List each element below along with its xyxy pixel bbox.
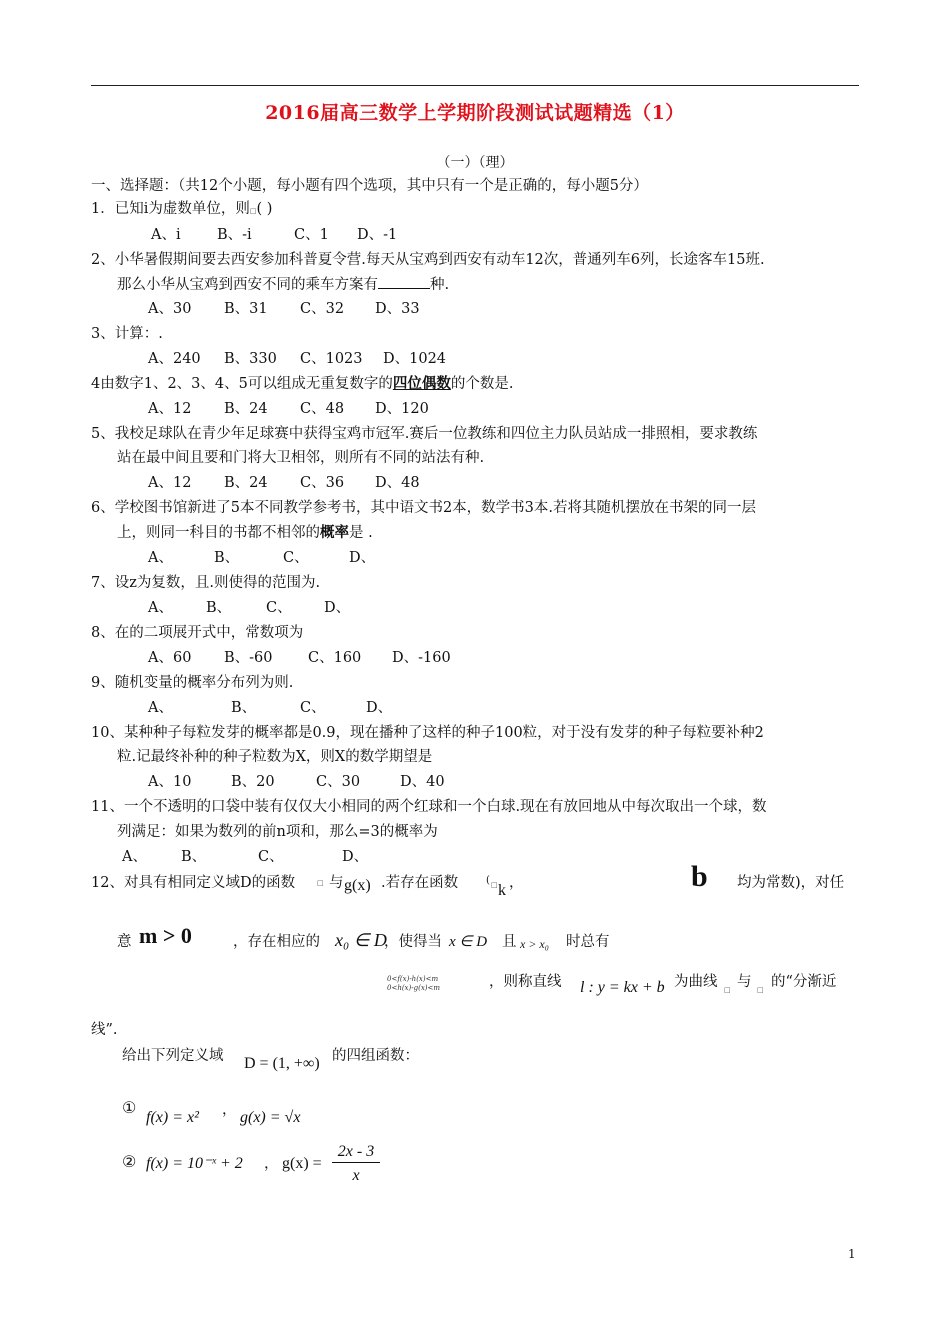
item2-g-left: g(x) = [282,1155,322,1172]
q1-option-a: A、i [151,227,181,243]
q8-option-a: A、60 [148,650,192,666]
q2-line2a: 那么小华从宝鸡到西安不同的乘车方案有 [117,277,378,293]
q12-text-p: 的四组函数： [332,1048,419,1064]
question-1: 1．已知i为虚数单位，则□( ) [91,201,273,217]
q12-text-o: 给出下列定义域 [122,1048,224,1064]
q12-ineq2: 0<h(x)-g(x)<m [387,984,440,992]
q12-text-c: .若存在函数 [381,875,459,891]
question-4 [91,374,860,394]
q6-option-b: B、 [214,550,240,566]
q4-option-a: A、12 [148,401,192,417]
q10-option-a: A、10 [148,774,192,790]
q12-k: k [498,882,506,899]
q6-option-d: D、 [349,550,376,566]
q3-option-b: B、330 [224,351,277,367]
question-12-domain-line [122,1046,860,1076]
q12-b: b [691,860,708,893]
q6-line2c: 是 . [349,525,373,541]
question-2-line2 [117,274,449,295]
q7-option-c: C、 [266,600,292,616]
function-pair-2 [122,1142,522,1192]
item1-f: f(x) = x² [146,1109,199,1126]
question-7: 7、设z为复数，且.则使得的范围为. [91,575,321,591]
q1-option-c: C、1 [294,227,329,243]
q5-option-b: B、24 [224,475,268,491]
q12-text-m2: 的“分渐近 [771,974,837,990]
item2-fraction-numerator: 2x - 3 [332,1142,380,1163]
q4-option-d: D、120 [375,401,429,417]
q3-option-a: A、240 [148,351,201,367]
q4-text-c: 的个数是. [450,376,514,392]
top-rule [91,85,859,86]
q10-option-b: B、20 [231,774,275,790]
q12-xinD: x ∈ D [449,934,488,950]
q8-option-b: B、-60 [224,650,273,666]
question-11-line2: 列满足：如果为数列的前n项和，那么=3的概率为 [117,824,438,840]
q7-option-b: B、 [206,600,232,616]
question-12-line2 [117,923,860,960]
q8-option-c: C、160 [308,650,362,666]
q6-emphasis: 概率 [320,524,349,541]
item1-number: ① [122,1098,137,1117]
question-10-line1: 10、某种种子每粒发芽的概率都是0.9，现在播种了这样的种子100粒，对于没有发芽的种子每粒要补种2 [91,725,764,741]
q1-text: 1．已知i为虚数单位，则 [91,201,250,217]
q11-option-b: B、 [181,849,207,865]
q2-option-b: B、31 [224,301,268,317]
q2-option-a: A、30 [148,301,192,317]
question-3: 3、计算：. [91,326,163,342]
q9-option-c: C、 [300,700,326,716]
q12-line-eq: l : y = kx + b [580,979,665,996]
item2-f: f(x) = 10⁻ˣ + 2 [146,1155,243,1172]
question-12-line1: 12、对具有相同定义域D的函数 □ 与 g(x) .若存在函数 ( □ k ， b 均为常数)，对任 [91,860,845,899]
q5-option-d: D、48 [375,475,420,491]
item2-comma: ， [264,1156,279,1172]
q6-line2a: 上，则同一科目的书都不相邻的 [117,525,320,541]
q5-option-a: A、12 [148,475,192,491]
q3-option-c: C、1023 [300,351,363,367]
q7-option-a: A、 [148,600,173,616]
q6-option-c: C、 [283,550,309,566]
question-9: 9、随机变量的概率分布列为则. [91,675,294,691]
q11-option-a: A、 [122,849,147,865]
question-8: 8、在的二项展开式中，常数项为 [91,625,304,641]
q12-text-d: 均为常数)，对任 [737,875,845,891]
q6-option-a: A、 [148,550,173,566]
q12-text-h: 且 [502,934,517,950]
q4-emphasis: 四位偶数 [392,375,451,392]
q4-option-c: C、48 [300,401,345,417]
page-number: 1 [848,1247,856,1261]
page-subtitle: （一）（理） [436,155,514,171]
question-5-line1: 5、我校足球队在青少年足球赛中获得宝鸡市冠军.赛后一位教练和四位主力队员站成一排照相，要求教练 [91,426,758,442]
q3-option-d: D、1024 [383,351,447,367]
question-6-line2 [117,523,373,543]
q9-option-a: A、 [148,700,173,716]
q12-text-e: 意 [117,934,132,950]
item1-comma: ， [222,1102,237,1118]
q11-option-d: D、 [342,849,369,865]
q12-text-j: ，则称直线 [489,974,562,990]
function-pair-1 [122,1098,522,1130]
item2-number: ② [122,1152,137,1171]
question-10-line2: 粒.记最终补种的种子粒数为X，则X的数学期望是 [117,749,433,765]
question-2-line1: 2、小华暑假期间要去西安参加科普夏令营.每天从宝鸡到西安有动车12次，普通列车6列，长途客车15班. [91,252,765,268]
q12-inequalities [387,975,440,993]
q10-option-d: D、40 [400,774,445,790]
q12-text-b: 与 [329,875,344,891]
q12-domain: D = (1, +∞) [244,1055,320,1072]
q4-text-a: 4由数字1、2、3、4、5可以组成无重复数字的 [91,376,393,392]
q9-option-b: B、 [231,700,257,716]
q4-option-b: B、24 [224,401,268,417]
q2-option-c: C、32 [300,301,345,317]
q12-m: m > 0 [139,923,192,948]
question-11-line1: 11、一个不透明的口袋中装有仅仅大小相同的两个红球和一个白球.现在有放回地从中每次取出一个球，数 [91,799,767,815]
q12-text-l: 与 [737,974,752,990]
q8-option-d: D、-160 [392,650,451,666]
page-title: 2016届高三数学上学期阶段测试试题精选（1） [265,102,685,124]
q10-option-c: C、30 [316,774,361,790]
section-heading: 一、选择题：（共12个小题，每小题有四个选项，其中只有一个是正确的，每小题5分） [91,178,648,194]
q12-text-k2: 为曲线 [674,974,718,990]
q12-text-i: 时总有 [566,934,610,950]
q2-option-d: D、33 [375,301,420,317]
item1-g: g(x) = √x [240,1109,301,1126]
q2-answer-blank [378,274,430,289]
q12-x0: x₀ ∈ D [335,930,387,950]
q5-option-c: C、36 [300,475,345,491]
q12-ineq1: 0<f(x)-h(x)<m [387,975,439,983]
question-12-line3: 0<f(x)-h(x)<m 0<h(x)-g(x)<m ，则称直线 l : y = kx + b 为曲线 □ 与 □ 的“分渐近 [387,974,837,996]
q9-option-d: D、 [366,700,393,716]
q12-text-f: ，存在相应的 [233,934,320,950]
q12-gx: g(x) [344,877,371,894]
q7-option-d: D、 [324,600,351,616]
q1-option-b: B、-i [217,227,252,243]
q12-text-a: 12、对具有相同定义域D的函数 [91,875,296,891]
q2-line2b: 种. [430,277,450,293]
q12-comma: ， [509,875,524,891]
question-5-line2: 站在最中间且要和门将大卫相邻，则所有不同的站法有种. [117,450,485,466]
q1-option-d: D、-1 [357,227,398,243]
q11-option-c: C、 [258,849,284,865]
q12-xgt: x > x₀ [520,937,549,951]
question-12-line4: 线”. [91,1022,118,1038]
item2-fraction-denominator: x [352,1167,360,1184]
question-6-line1: 6、学校图书馆新进了5本不同教学参考书，其中语文书2本，数学书3本.若将其随机摆放在书架的同一层 [91,500,757,516]
q12-text-g: ，使得当 [384,934,442,950]
q1-paren: ( ) [256,201,273,217]
